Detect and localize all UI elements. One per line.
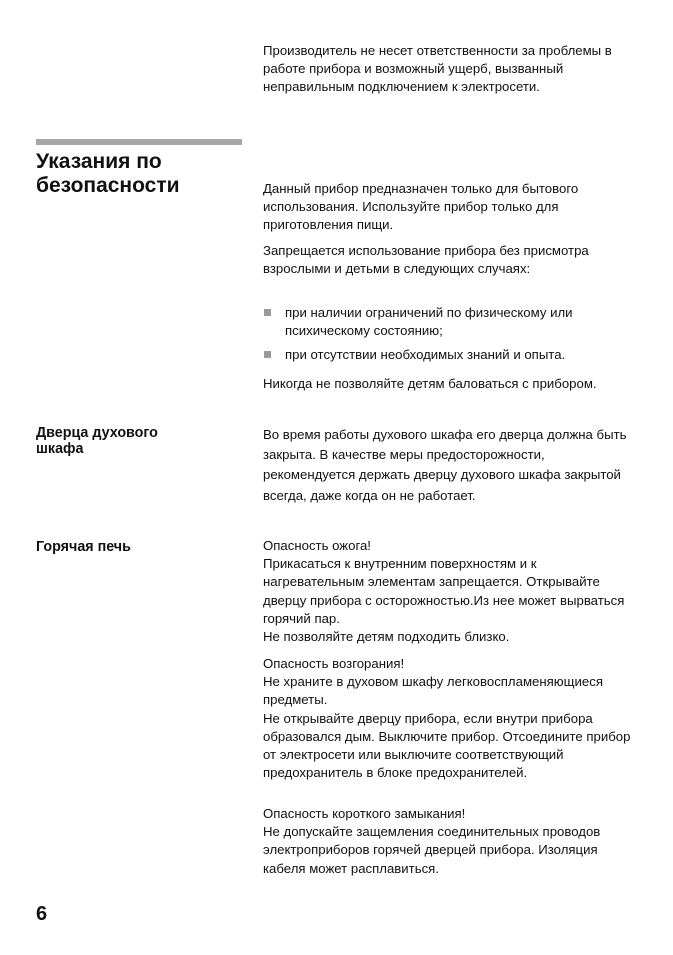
safety-bullet-list: [263, 304, 631, 365]
page-number: 6: [36, 903, 48, 925]
intro-paragraph: [263, 42, 631, 97]
short-circuit-warning-paragraph: [263, 805, 631, 878]
bullet-square-icon: [264, 309, 271, 316]
section-heading-safety: Указания по безопасности: [36, 150, 180, 197]
burn-warning-text: Опасность ожога! Прикасаться к внутренним поверхностям и к нагревательным элементам запрещается. Открывайте дверцу прибора с осторожностью.Из нее может вырваться горячий пар. Не позволяйте детям подходить близко.: [263, 538, 625, 645]
bullet-square-icon: [264, 351, 271, 358]
short-circuit-warning-text: Опасность короткого замыкания! Не допускайте защемления соединительных проводов электроприборов горячей дверцей прибора. Изоляция кабеля может расплавиться.: [263, 806, 601, 876]
oven-door-paragraph: [263, 425, 631, 506]
section-divider: [36, 139, 242, 145]
safety-paragraph-1: [263, 180, 631, 235]
burn-warning-paragraph: [263, 537, 631, 646]
list-item: [263, 346, 631, 364]
list-item: [263, 304, 631, 340]
side-heading-oven-door: Дверца духового шкафа: [36, 425, 158, 457]
safety-paragraph-3: [263, 375, 631, 393]
fire-warning-text: Опасность возгорания! Не храните в духовом шкафу легковоспламеняющиеся предметы. Не открывайте дверцу прибора, если внутри прибора образовался дым. Выключите прибор. Отсоедините прибор от электросети или выключите соответствующий предохранитель в блоке предохранителей.: [263, 656, 631, 781]
intro-text: Производитель не несет ответственности за проблемы в работе прибора и возможный ущерб, вызванный неправильным подключением к электросети.: [263, 43, 612, 95]
safety-text-3: Никогда не позволяйте детям баловаться с прибором.: [263, 376, 597, 391]
oven-door-text: Во время работы духового шкафа его дверца должна быть закрыта. В качестве меры предосторожности, рекомендуется держать дверцу духового шкафа закрытой всегда, даже когда он не работает.: [263, 427, 627, 503]
fire-warning-paragraph: [263, 655, 631, 782]
bullet-text: при отсутствии необходимых знаний и опыта.: [285, 347, 566, 363]
safety-text-1: Данный прибор предназначен только для бытового использования. Используйте прибор только для приготовления пищи.: [263, 181, 579, 233]
bullet-text: при наличии ограничений по физическому или психическому состоянию;: [285, 305, 573, 339]
safety-text-2: Запрещается использование прибора без присмотра взрослыми и детьми в следующих случаях:: [263, 243, 589, 277]
side-heading-hot-oven: Горячая печь: [36, 539, 131, 555]
safety-paragraph-2: [263, 242, 631, 278]
